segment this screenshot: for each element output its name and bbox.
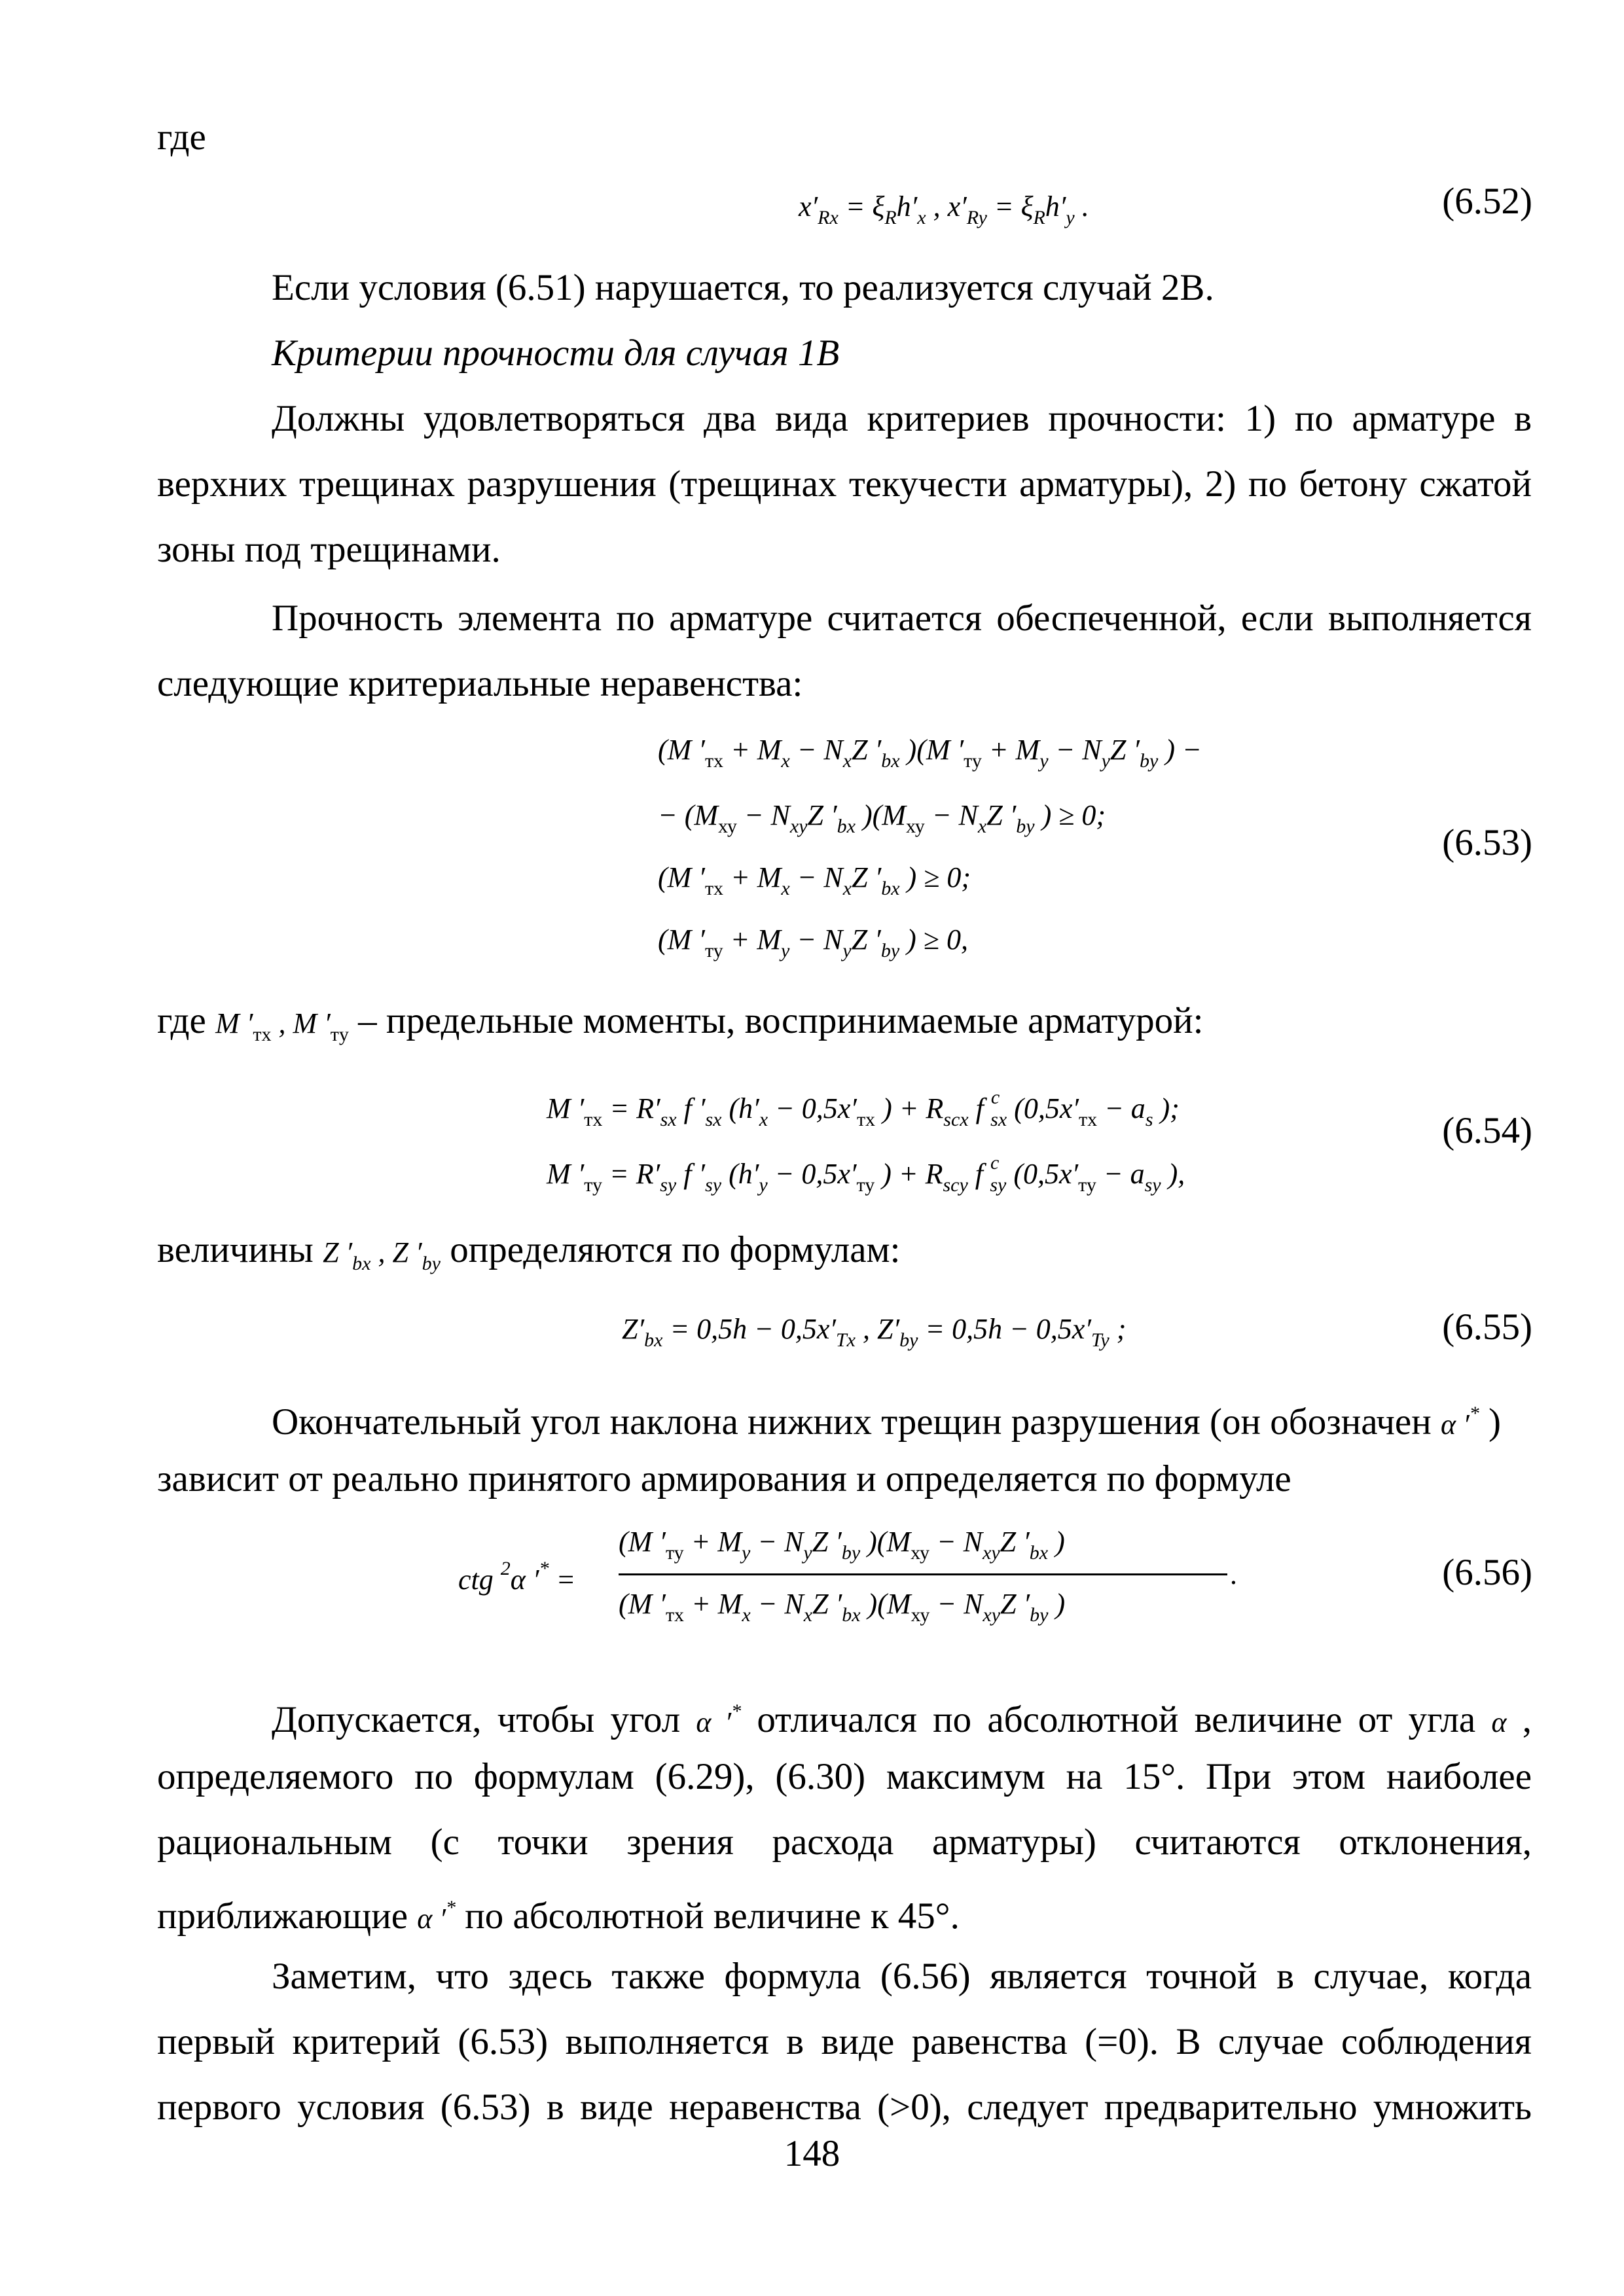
equation-6-53-line1: (M $'_{тх} + M_x - N_xZ$ $'_{bx}$ )(M $'_{ту} + M_y - N_yZ$ $'_{by}$ ) − <box>658 734 1202 772</box>
text-gde: где <box>157 117 206 158</box>
equation-6-56-denominator: (M $'_{тх} + M_x - N_xZ$ $'_{bx}$ )($M_{ху} - N_{xy}Z$ $'_{by}$ ) <box>619 1588 1066 1626</box>
paragraph-note-line2: первый критерий (6.53) выполняется в виде равенства (=0). В случае соблюдения <box>157 2021 1532 2062</box>
equation-number-6-52: (6.52) <box>1442 181 1532 222</box>
paragraph-limit-moments <box>157 988 1532 1067</box>
paragraph-criteria-line2: верхних трещинах разрушения (трещинах текучести арматуры), 2) по бетону сжатой <box>157 463 1532 505</box>
text-allowed: Допускается, чтобы угол <box>272 1699 681 1740</box>
heading-criteria-1v: Критерии прочности для случая 1В <box>272 332 840 374</box>
inline-math-alpha-star-3: α ′* <box>417 1897 456 1935</box>
equation-number-6-56: (6.56) <box>1442 1552 1532 1593</box>
equation-6-52: $x'_{Rx} = \xi_Rh'_x$ , $x'_{Ry} = \xi_Rh'_y$ . <box>799 190 1089 228</box>
equation-6-56-lhs: ctg $^2$α ′* = <box>458 1558 576 1596</box>
equation-number-6-55: (6.55) <box>1442 1306 1532 1348</box>
paragraph-allowed-line4 <box>157 1875 1532 1952</box>
paragraph-final-angle-line2: зависит от реально принятого армирования и определяется по формуле <box>157 1458 1291 1499</box>
inline-math-alpha-star-2: α ′* <box>696 1700 742 1738</box>
page-number: 148 <box>784 2133 840 2174</box>
text-determined-by: определяются по формулам: <box>450 1229 901 1270</box>
equation-6-56-fraction-line <box>619 1573 1227 1575</box>
paragraph-final-angle-line1: Окончательный угол наклона нижних трещин разрушения (он обозначен α ′* ) <box>272 1401 1501 1443</box>
equation-6-55: $Z'_{bx} = 0,5h - 0,5x'_{Tx}$ , $Z'_{by} = 0,5h - 0,5x'_{Ty}$ ; <box>622 1313 1127 1351</box>
text-velichiny: величины <box>157 1229 314 1270</box>
inline-math-z: Z $'_{bx}$ , Z $'_{by}$ <box>323 1236 441 1274</box>
paragraph-strength-line2: следующие критериальные неравенства: <box>157 663 803 704</box>
equation-6-56-period: . <box>1231 1558 1238 1590</box>
equation-6-53-line4: (M $'_{ту} + M_y - N_yZ$ $'_{by}$ ) ≥ 0, <box>658 924 968 961</box>
paragraph-z-values <box>157 1217 1532 1297</box>
text-final-angle: Окончательный угол наклона нижних трещин разрушения (он обозначен <box>272 1401 1432 1443</box>
paragraph-criteria-line3: зоны под трещинами. <box>157 529 501 570</box>
equation-number-6-54: (6.54) <box>1442 1110 1532 1151</box>
equation-6-56-numerator: (M $'_{ту} + M_y - N_yZ$ $'_{by}$ )($M_{ху} - N_{xy}Z$ $'_{bx}$ ) <box>619 1526 1065 1564</box>
paragraph-case-2v: Если условия (6.51) нарушается, то реализуется случай 2В. <box>272 267 1214 308</box>
text-approaching: приближающие <box>157 1895 408 1937</box>
paragraph-allowed-line2: определяемого по формулам (6.29), (6.30) максимум на 15°. При этом наиболее <box>157 1756 1532 1797</box>
text-differs: отличался по абсолютной величине от угла <box>757 1699 1476 1740</box>
equation-6-54-line1: M $'_{тх} = R'_{sx}$ f $'_{sx}$ ($h'_x - 0,5x'_{тх}$ ) + $R_{scx}$ f $^c_{sx}$ ($0,5x'_{тх} - a_s$ ); <box>547 1086 1180 1130</box>
inline-math-alpha-star: α ′* <box>1440 1403 1479 1441</box>
paragraph-allowed-line1: Допускается, чтобы угол α ′* отличался по абсолютной величине от угла α , <box>272 1699 1532 1740</box>
equation-number-6-53: (6.53) <box>1442 822 1532 863</box>
paragraph-strength-line1: Прочность элемента по арматуре считается обеспеченной, если выполняется <box>272 598 1532 639</box>
equation-6-53-line2: − ($M_{ху} - N_{xy}Z$ $'_{bx}$ )($M_{ху} - N_xZ$ $'_{by}$ ) ≥ 0; <box>658 799 1106 837</box>
paragraph-note-line3: первого условия (6.53) в виде неравенства (>0), следует предварительно умножить <box>157 2087 1532 2128</box>
equation-6-54-line2: M $'_{ту} = R'_{sy}$ f $'_{sy}$ ($h'_y - 0,5x'_{ту}$ ) + $R_{scy}$ f $^c_{sy}$ ($0,5x'_{ту} - a_{sy}$ ), <box>547 1152 1185 1196</box>
paragraph-criteria-line1: Должны удовлетворяться два вида критериев прочности: 1) по арматуре в <box>272 398 1532 439</box>
paragraph-note-line1: Заметим, что здесь также формула (6.56) является точной в случае, когда <box>272 1956 1532 1997</box>
inline-math-moments: M $'_{тx}$ , M $'_{тy}$ <box>215 1007 349 1045</box>
text-limit-moments: – предельные моменты, воспринимаемые арматурой: <box>358 1000 1204 1041</box>
text-to-45: по абсолютной величине к 45°. <box>465 1895 960 1937</box>
equation-6-53-line3: (M $'_{тх} + M_x - N_xZ$ $'_{bx}$ ) ≥ 0; <box>658 861 971 899</box>
text-gde-2: где <box>157 1000 206 1041</box>
paragraph-allowed-line3: рациональным (с точки зрения расхода арматуры) считаются отклонения, <box>157 1821 1532 1863</box>
inline-math-alpha: α <box>1491 1706 1507 1738</box>
